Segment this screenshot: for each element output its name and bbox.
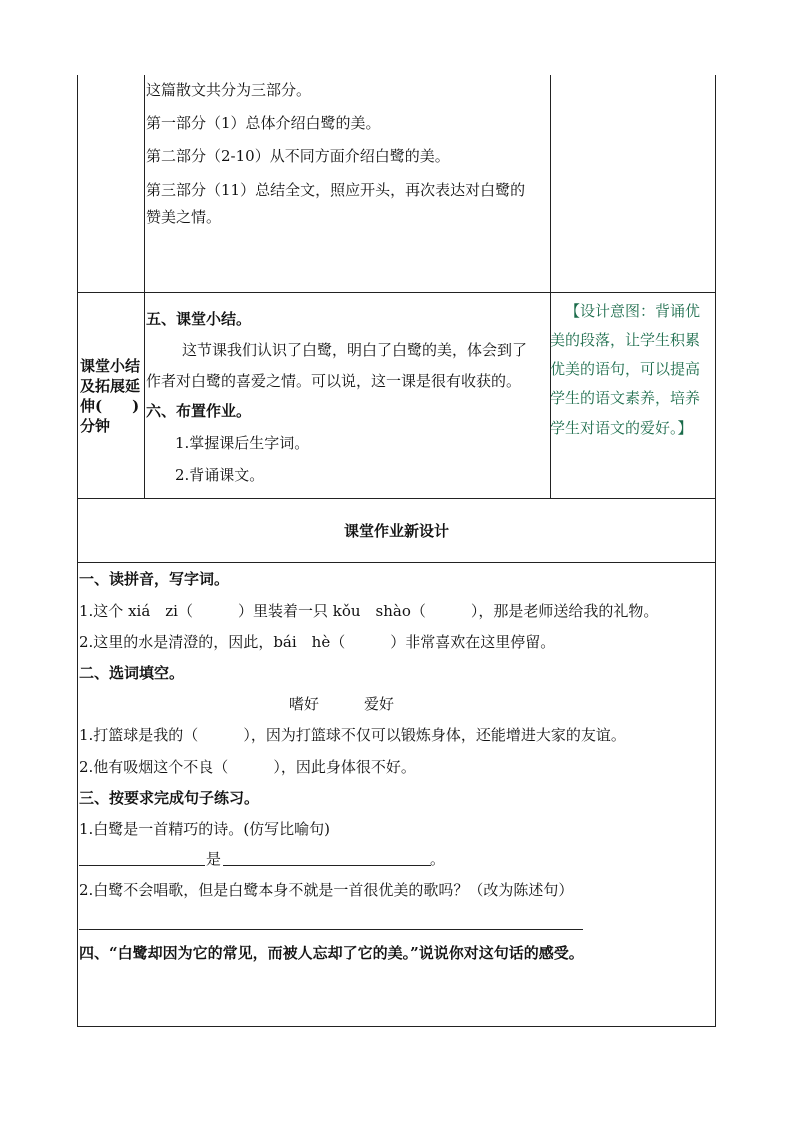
answer-blank-line <box>79 865 205 866</box>
side-label-line: 课堂小结 <box>80 357 141 375</box>
structure-line-4: 第三部分（11）总结全文，照应开头，再次表达对白鹭的 <box>146 181 526 199</box>
row-divider-3 <box>77 562 716 563</box>
design-note-line: 优美的语句，可以提高 <box>550 360 701 378</box>
q2-title: 二、选词填空。 <box>79 664 185 682</box>
homework-title: 课堂作业新设计 <box>343 522 449 540</box>
q3-item-1: 1.白鹭是一首精巧的诗。(仿写比喻句) <box>79 820 331 838</box>
q2-item-2: 2.他有吸烟这个不良（ ），因此身体很不好。 <box>79 758 416 776</box>
structure-line-3: 第二部分（2-10）从不同方面介绍白鹭的美。 <box>146 147 450 165</box>
section-heading-summary: 五、课堂小结。 <box>146 310 252 328</box>
q3-item-1-end: 。 <box>430 850 446 868</box>
q3-title: 三、按要求完成句子练习。 <box>79 789 260 807</box>
structure-line-5: 赞美之情。 <box>146 208 222 226</box>
table-border-left <box>77 75 78 1027</box>
column-divider-1 <box>144 75 145 499</box>
side-label-line: 伸( ) <box>80 397 140 415</box>
section-heading-homework: 六、布置作业。 <box>146 402 252 420</box>
row-divider-1 <box>77 292 716 293</box>
table-border-bottom <box>77 1026 716 1027</box>
q1-title: 一、读拼音，写字词。 <box>79 570 230 588</box>
homework-item-2: 2.背诵课文。 <box>175 466 265 484</box>
homework-item-1: 1.掌握课后生字词。 <box>175 434 310 452</box>
answer-blank-line <box>223 865 431 866</box>
design-note-line: 学生对语文的爱好。】 <box>550 419 693 437</box>
side-label <box>80 356 142 436</box>
q1-item-1: 1.这个 xiá zi（ ）里装着一只 kǒu shào（ ），那是老师送给我的礼物。 <box>79 602 659 620</box>
summary-paragraph-line-1: 这节课我们认识了白鹭，明白了白鹭的美，体会到了 <box>182 341 528 359</box>
side-label-line: 及拓展延 <box>80 377 141 395</box>
q4-title: 四、“白鹭却因为它的常见，而被人忘却了它的美。”说说你对这句话的感受。 <box>79 944 584 962</box>
row-divider-2 <box>77 498 716 499</box>
q2-word-options: 嗜好 爱好 <box>289 695 395 713</box>
q3-item-2: 2.白鹭不会唱歌，但是白鹭本身不就是一首很优美的歌吗？（改为陈述句） <box>79 881 574 899</box>
side-label-line: 分钟 <box>80 417 111 435</box>
table-border-right <box>715 75 716 1027</box>
structure-line-2: 第一部分（1）总体介绍白鹭的美。 <box>146 114 381 132</box>
design-note-line: 【设计意图：背诵优 <box>565 302 701 320</box>
q2-item-1: 1.打篮球是我的（ ），因为打篮球不仅可以锻炼身体，还能增进大家的友谊。 <box>79 726 626 744</box>
answer-blank-line <box>79 929 583 930</box>
summary-paragraph-line-2: 作者对白鹭的喜爱之情。可以说，这一课是很有收获的。 <box>146 372 522 390</box>
structure-line-1: 这篇散文共分为三部分。 <box>146 81 312 99</box>
design-note-line: 学生的语文素养，培养 <box>550 389 701 407</box>
q1-item-2: 2.这里的水是清澄的，因此，bái hè（ ）非常喜欢在这里停留。 <box>79 633 556 651</box>
q3-item-1-connector: 是 <box>206 850 222 868</box>
design-note-line: 美的段落，让学生积累 <box>550 331 701 349</box>
